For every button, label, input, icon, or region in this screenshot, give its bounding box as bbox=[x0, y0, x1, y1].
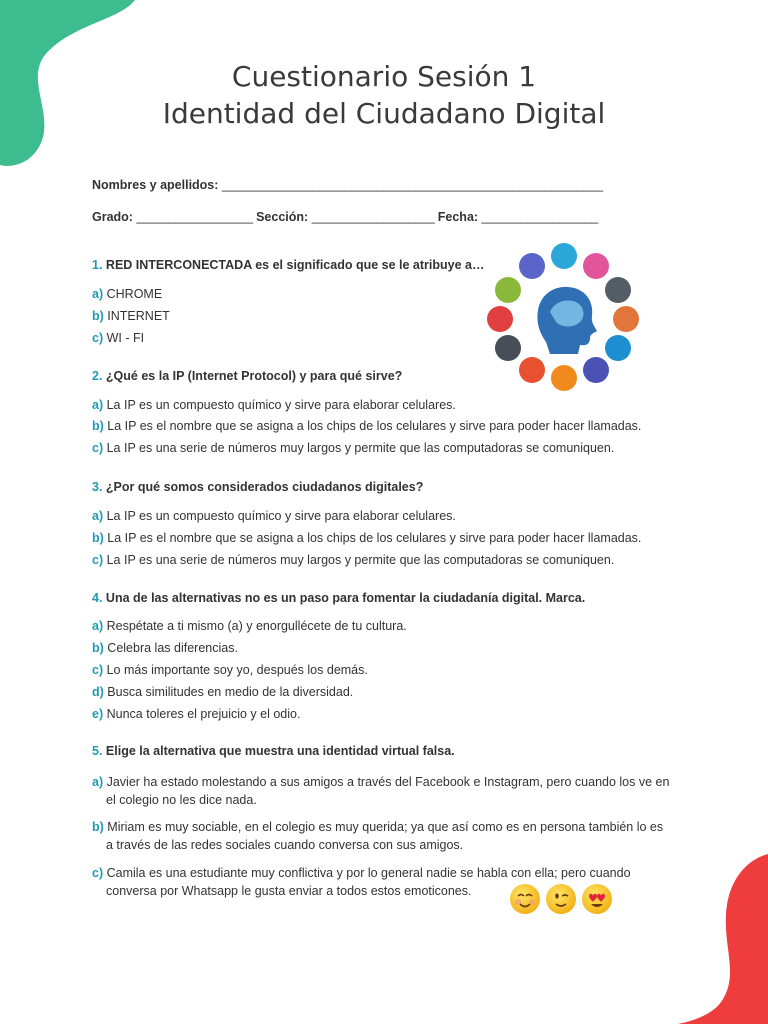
nombres-field-row bbox=[92, 178, 603, 192]
option-text: Miriam es muy sociable, en el colegio es muy querida; ya que así como es en persona también lo es bbox=[107, 820, 664, 834]
nombres-blank[interactable]: ___________________________________________________________ bbox=[221, 178, 603, 192]
option-text: WI - FI bbox=[106, 331, 145, 345]
option-text: CHROME bbox=[106, 287, 163, 301]
fecha-label: Fecha: bbox=[437, 210, 479, 224]
q3-option-c[interactable] bbox=[92, 553, 614, 567]
option-text-cont: conversa por Whatsapp le gusta enviar a todos estos emoticones. bbox=[106, 884, 472, 898]
seccion-label: Sección: bbox=[256, 210, 309, 224]
q1-option-b[interactable] bbox=[92, 309, 170, 323]
option-text: Nunca toleres el prejuicio y el odio. bbox=[106, 707, 301, 721]
q2-option-c[interactable] bbox=[92, 441, 614, 455]
q5-option-b[interactable] bbox=[92, 818, 692, 854]
question-number: 3. bbox=[92, 480, 103, 494]
option-letter: d) bbox=[92, 685, 104, 699]
option-text: La IP es una serie de números muy largos y permite que las computadoras se comuniquen. bbox=[106, 553, 615, 567]
question-4 bbox=[92, 591, 585, 605]
option-letter: c) bbox=[92, 441, 104, 455]
head-silhouette-icon bbox=[537, 287, 597, 354]
option-letter: b) bbox=[92, 419, 104, 433]
page-title-line1: Cuestionario Sesión 1 bbox=[231, 60, 537, 93]
question-text: Elige la alternativa que muestra una identidad virtual falsa. bbox=[105, 744, 455, 758]
question-2 bbox=[92, 369, 402, 383]
option-text: Camila es una estudiante muy conflictiva y por lo general nadie se habla con ella; pero cuando bbox=[106, 866, 631, 880]
option-letter: b) bbox=[92, 531, 104, 545]
question-text: ¿Qué es la IP (Internet Protocol) y para qué sirve? bbox=[105, 369, 403, 383]
option-text: Javier ha estado molestando a sus amigos a través del Facebook e Instagram, pero cuando los ve en bbox=[106, 775, 670, 789]
question-number: 2. bbox=[92, 369, 103, 383]
question-number: 1. bbox=[92, 258, 103, 272]
option-letter: b) bbox=[92, 309, 104, 323]
q4-option-b[interactable] bbox=[92, 641, 238, 655]
option-letter: a) bbox=[92, 775, 104, 789]
option-text: INTERNET bbox=[107, 309, 170, 323]
option-text: Busca similitudes en medio de la diversidad. bbox=[107, 685, 354, 699]
option-letter: a) bbox=[92, 287, 104, 301]
heart-eyes-emoji-icon bbox=[582, 884, 612, 914]
option-text: La IP es un compuesto químico y sirve para elaborar celulares. bbox=[106, 398, 456, 412]
option-text: Lo más importante soy yo, después los demás. bbox=[106, 663, 368, 677]
q5-option-a[interactable] bbox=[92, 773, 692, 809]
q1-option-a[interactable] bbox=[92, 287, 162, 301]
option-text: Respétate a ti mismo (a) y enorgullécete de tu cultura. bbox=[106, 619, 407, 633]
q4-option-e[interactable] bbox=[92, 707, 300, 721]
option-letter: c) bbox=[92, 553, 104, 567]
grado-blank[interactable]: __________________ bbox=[136, 210, 253, 224]
question-3 bbox=[92, 480, 423, 494]
question-1 bbox=[92, 258, 484, 272]
option-letter: c) bbox=[92, 663, 104, 677]
option-text: Celebra las diferencias. bbox=[107, 641, 238, 655]
option-text: La IP es una serie de números muy largos y permite que las computadoras se comuniquen. bbox=[106, 441, 615, 455]
option-letter: e) bbox=[92, 707, 104, 721]
fecha-blank[interactable]: __________________ bbox=[481, 210, 598, 224]
seccion-blank[interactable]: ___________________ bbox=[311, 210, 435, 224]
winking-emoji-icon bbox=[546, 884, 576, 914]
q2-option-b[interactable] bbox=[92, 419, 641, 433]
digital-head-network-illustration bbox=[484, 242, 644, 392]
option-letter: a) bbox=[92, 509, 104, 523]
option-letter: c) bbox=[92, 866, 104, 880]
grado-label: Grado: bbox=[92, 210, 133, 224]
question-text: ¿Por qué somos considerados ciudadanos digitales? bbox=[105, 480, 424, 494]
option-text: La IP es el nombre que se asigna a los chips de los celulares y sirve para poder hacer llamadas. bbox=[107, 531, 642, 545]
page-title-line2: Identidad del Ciudadano Digital bbox=[162, 97, 606, 130]
q4-option-d[interactable] bbox=[92, 685, 353, 699]
option-letter: a) bbox=[92, 398, 104, 412]
grado-field-row bbox=[92, 210, 598, 224]
q3-option-b[interactable] bbox=[92, 531, 641, 545]
q3-option-a[interactable] bbox=[92, 509, 456, 523]
nombres-label: Nombres y apellidos: bbox=[92, 178, 219, 192]
q1-option-c[interactable] bbox=[92, 331, 144, 345]
option-text-cont: a través de las redes sociales cuando conversa con sus amigos. bbox=[106, 838, 464, 852]
question-5 bbox=[92, 744, 455, 758]
option-text-cont: el colegio no les dice nada. bbox=[106, 793, 257, 807]
option-text: La IP es el nombre que se asigna a los chips de los celulares y sirve para poder hacer llamadas. bbox=[107, 419, 642, 433]
option-text: La IP es un compuesto químico y sirve para elaborar celulares. bbox=[106, 509, 456, 523]
option-letter: a) bbox=[92, 619, 104, 633]
emoji-row bbox=[510, 884, 612, 914]
q2-option-a[interactable] bbox=[92, 398, 456, 412]
q4-option-a[interactable] bbox=[92, 619, 407, 633]
option-letter: b) bbox=[92, 641, 104, 655]
question-text: RED INTERCONECTADA es el significado que se le atribuye a… bbox=[105, 258, 485, 272]
question-number: 4. bbox=[92, 591, 103, 605]
q4-option-c[interactable] bbox=[92, 663, 368, 677]
option-letter: c) bbox=[92, 331, 104, 345]
question-text: Una de las alternativas no es un paso para fomentar la ciudadanía digital. Marca. bbox=[105, 591, 586, 605]
smiling-blush-emoji-icon bbox=[510, 884, 540, 914]
option-letter: b) bbox=[92, 820, 104, 834]
question-number: 5. bbox=[92, 744, 103, 758]
